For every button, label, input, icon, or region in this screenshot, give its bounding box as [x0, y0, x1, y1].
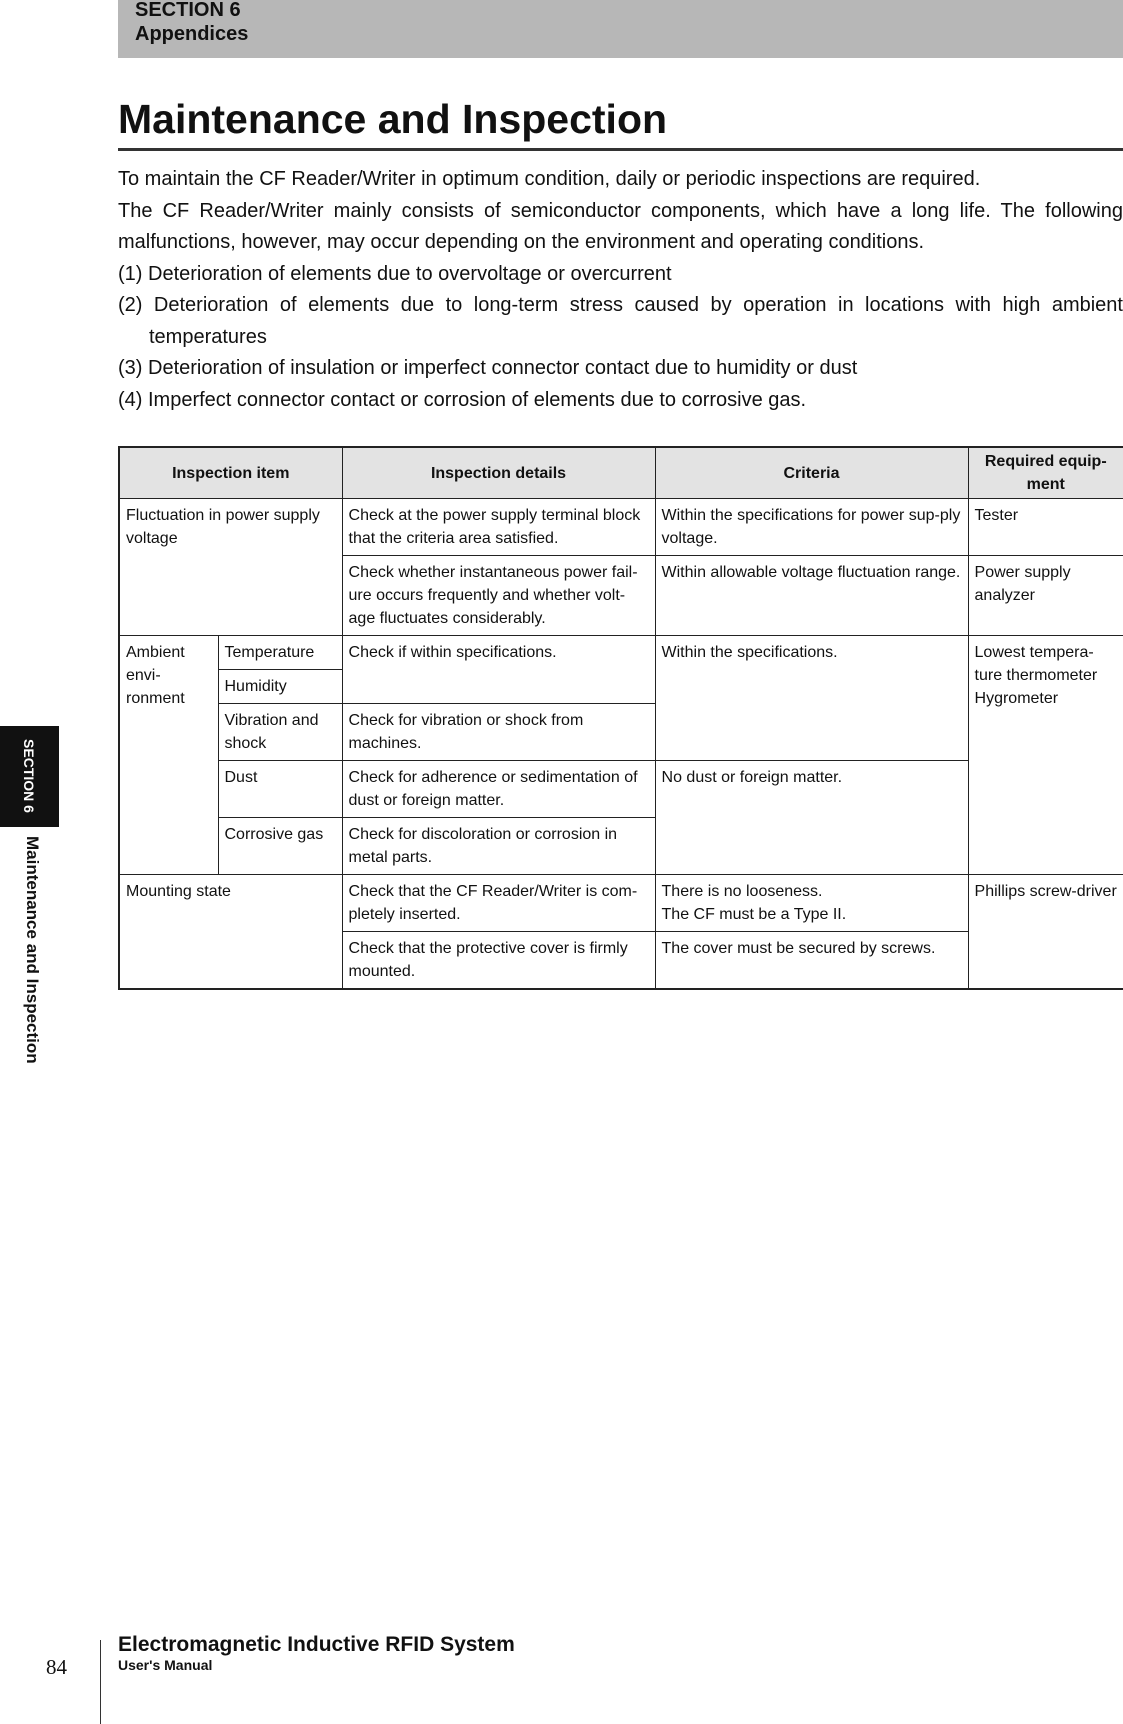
criteria-cell: No dust or foreign matter. [655, 761, 968, 875]
equipment-cell: Phillips screw-driver [968, 875, 1123, 990]
header-criteria: Criteria [655, 447, 968, 499]
malfunction-item-1: (1) Deterioration of elements due to overvoltage or overcurrent [118, 262, 672, 285]
table-row [119, 875, 1123, 932]
details-cell: Check for adherence or sedimentation of dust or foreign matter. [342, 761, 655, 818]
malfunction-item-2: (2) Deterioration of elements due to long-term stress caused by operation in locations with high ambient temperatures [118, 294, 1123, 348]
section-subtitle: Appendices [135, 23, 249, 45]
sub-item-temperature: Temperature [218, 636, 342, 670]
item-mounting-state: Mounting state [119, 875, 342, 990]
details-cell: Check for vibration or shock from machines. [342, 704, 655, 761]
section-number: SECTION 6 [135, 0, 241, 21]
criteria-no-looseness: There is no looseness. [661, 883, 823, 900]
sub-item-corrosive-gas: Corrosive gas [218, 818, 342, 875]
item-ambient-environment: Ambient envi-ronment [119, 636, 218, 875]
intro-text [118, 164, 1123, 416]
section-header [118, 0, 1123, 58]
side-tab-label: SECTION 6 [21, 739, 37, 813]
equipment-hygrometer: Hygrometer [974, 690, 1059, 707]
header-required-equipment: Required equip-ment [968, 447, 1123, 499]
details-cell: Check for discoloration or corrosion in metal parts. [342, 818, 655, 875]
footer-divider [100, 1640, 101, 1724]
sub-item-humidity: Humidity [218, 670, 342, 704]
malfunction-item-3: (3) Deterioration of insulation or imperfect connector contact due to humidity or dust [118, 357, 858, 379]
side-vertical-title: Maintenance and Inspection [23, 836, 42, 1064]
footer-subtitle: User's Manual [118, 1657, 213, 1673]
sub-item-dust: Dust [218, 761, 342, 818]
header-inspection-details: Inspection details [342, 447, 655, 499]
table-header-row [119, 447, 1123, 499]
sub-item-vibration: Vibration and shock [218, 704, 342, 761]
details-cell: Check at the power supply terminal block that the criteria area satisfied. [342, 499, 655, 556]
intro-paragraph-2: The CF Reader/Writer mainly consists of semiconductor components, which have a long life. The following malfunctions, however, may occur depending on the environment and operating conditions. [118, 199, 1123, 253]
item-power-supply: Fluctuation in power supply voltage [119, 499, 342, 636]
title-divider [118, 148, 1123, 151]
page-title: Maintenance and Inspection [118, 96, 668, 142]
equipment-cell: Power supply analyzer [968, 556, 1123, 636]
footer-title: Electromagnetic Inductive RFID System [118, 1633, 515, 1656]
criteria-cell [655, 875, 968, 932]
table-row [119, 499, 1123, 556]
details-cell: Check that the CF Reader/Writer is com-pletely inserted. [342, 875, 655, 932]
details-cell: Check that the protective cover is firmly mounted. [342, 932, 655, 990]
malfunction-item-4: (4) Imperfect connector contact or corrosion of elements due to corrosive gas. [118, 388, 807, 411]
criteria-cell: Within the specifications. [655, 636, 968, 761]
header-inspection-item: Inspection item [119, 447, 342, 499]
criteria-cell: Within allowable voltage fluctuation range. [655, 556, 968, 636]
equipment-cell [968, 636, 1123, 875]
criteria-cell: The cover must be secured by screws. [655, 932, 968, 990]
equipment-thermometer: Lowest tempera-ture thermometer [974, 644, 1098, 684]
table-row [119, 636, 1123, 670]
page-number: 84 [46, 1655, 67, 1679]
section-side-tab [0, 726, 59, 827]
details-cell: Check whether instantaneous power fail-ure occurs frequently and whether volt-age fluctuates considerably. [342, 556, 655, 636]
criteria-cell: Within the specifications for power sup-ply voltage. [655, 499, 968, 556]
equipment-cell: Tester [968, 499, 1123, 556]
criteria-type-ii: The CF must be a Type II. [661, 906, 847, 923]
details-cell: Check if within specifications. [342, 636, 655, 704]
inspection-table [118, 446, 1123, 990]
intro-paragraph-1: To maintain the CF Reader/Writer in optimum condition, daily or periodic inspections are required. [118, 168, 981, 190]
